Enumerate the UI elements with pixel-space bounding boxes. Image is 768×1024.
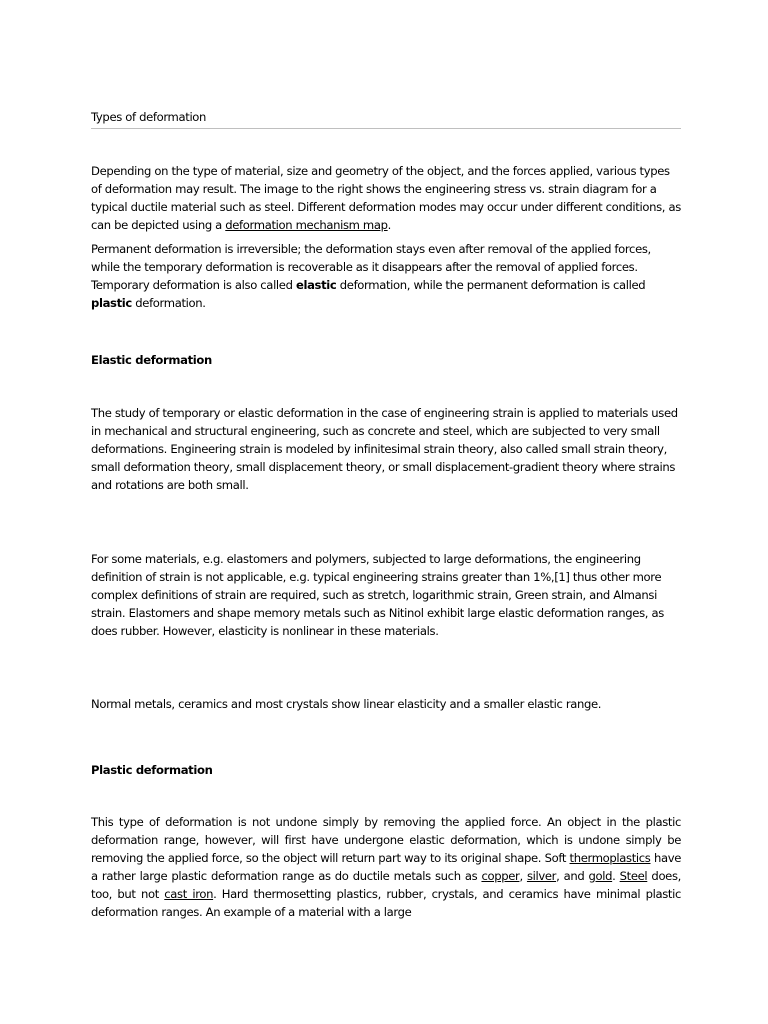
intro-paragraph-1 <box>91 162 681 234</box>
separator-1: , <box>519 869 527 883</box>
elastic-paragraph-1: The study of temporary or elastic deformation in the case of engineering strain is applied to materials used in mechanical and structural engineering, such as concrete and steel, which are subjected to very small deformations. Engineering strain is modeled by infinitesimal strain theory, also called small strain theory, small deformation theory, small displacement theory, or small displacement-gradient theory where strains and rotations are both small. <box>91 406 678 492</box>
gold-link[interactable]: gold <box>588 869 613 883</box>
intro-p2-text-a: Permanent deformation is irreversible; the deformation stays even after removal of the applied forces, while the temporary deformation is recoverable as it disappears after the removal of applied forces. Temporary deformation is also called <box>91 242 651 292</box>
intro-p2-text-c: deformation. <box>131 296 206 310</box>
plastic-paragraph-1 <box>91 813 681 921</box>
plastic-p1-text-c: does, too, but not <box>91 869 681 901</box>
intro-p2-text-b: deformation, while the permanent deformation is called <box>336 278 646 292</box>
elastic-term: elastic <box>295 278 337 292</box>
elastic-heading: Elastic deformation <box>91 353 212 367</box>
plastic-p1-text-b: have a rather large plastic deformation range as do ductile metals such as <box>91 851 681 883</box>
plastic-p1-text-d: . Hard thermosetting plastics, rubber, crystals, and ceramics have minimal plastic deformation ranges. An example of a material with a large <box>91 887 681 919</box>
intro-p1-end: . <box>387 218 391 232</box>
cast-iron-link[interactable]: cast iron <box>164 887 214 901</box>
plastic-p1-text-a: This type of deformation is not undone simply by removing the applied force. An object in the plastic deformation range, however, will first have undergone elastic deformation, which is undone simply be removing the applied force, so the object will return part way to its original shape. Soft <box>91 815 681 865</box>
plastic-heading: Plastic deformation <box>91 763 213 777</box>
elastic-paragraph-3: Normal metals, ceramics and most crystals show linear elasticity and a smaller elastic range. <box>91 697 602 711</box>
intro-paragraph-2 <box>91 240 681 312</box>
intro-p1-text: Depending on the type of material, size and geometry of the object, and the forces applied, various types of deformation may result. The image to the right shows the engineering stress vs. strain diagram for a typical ductile material such as steel. Different deformation modes may occur under different conditions, as can be depicted using a <box>91 164 681 232</box>
separator-2: , and <box>556 869 589 883</box>
steel-link[interactable]: Steel <box>619 869 648 883</box>
thermoplastics-link[interactable]: thermoplastics <box>569 851 651 865</box>
plastic-term: plastic <box>91 296 132 310</box>
silver-link[interactable]: silver <box>526 869 557 883</box>
separator-3: . <box>612 869 620 883</box>
elastic-paragraph-2: For some materials, e.g. elastomers and polymers, subjected to large deformations, the engineering definition of strain is not applicable, e.g. typical engineering strains greater than 1%,[1] thus other more complex definitions of strain are required, such as stretch, logarithmic strain, Green strain, and Almansi strain. Elastomers and shape memory metals such as Nitinol exhibit large elastic deformation ranges, as does rubber. However, elasticity is nonlinear in these materials. <box>91 552 664 638</box>
deformation-mechanism-map-link[interactable]: deformation mechanism map <box>225 218 388 232</box>
copper-link[interactable]: copper <box>481 869 520 883</box>
page-title: Types of deformation <box>91 108 681 129</box>
